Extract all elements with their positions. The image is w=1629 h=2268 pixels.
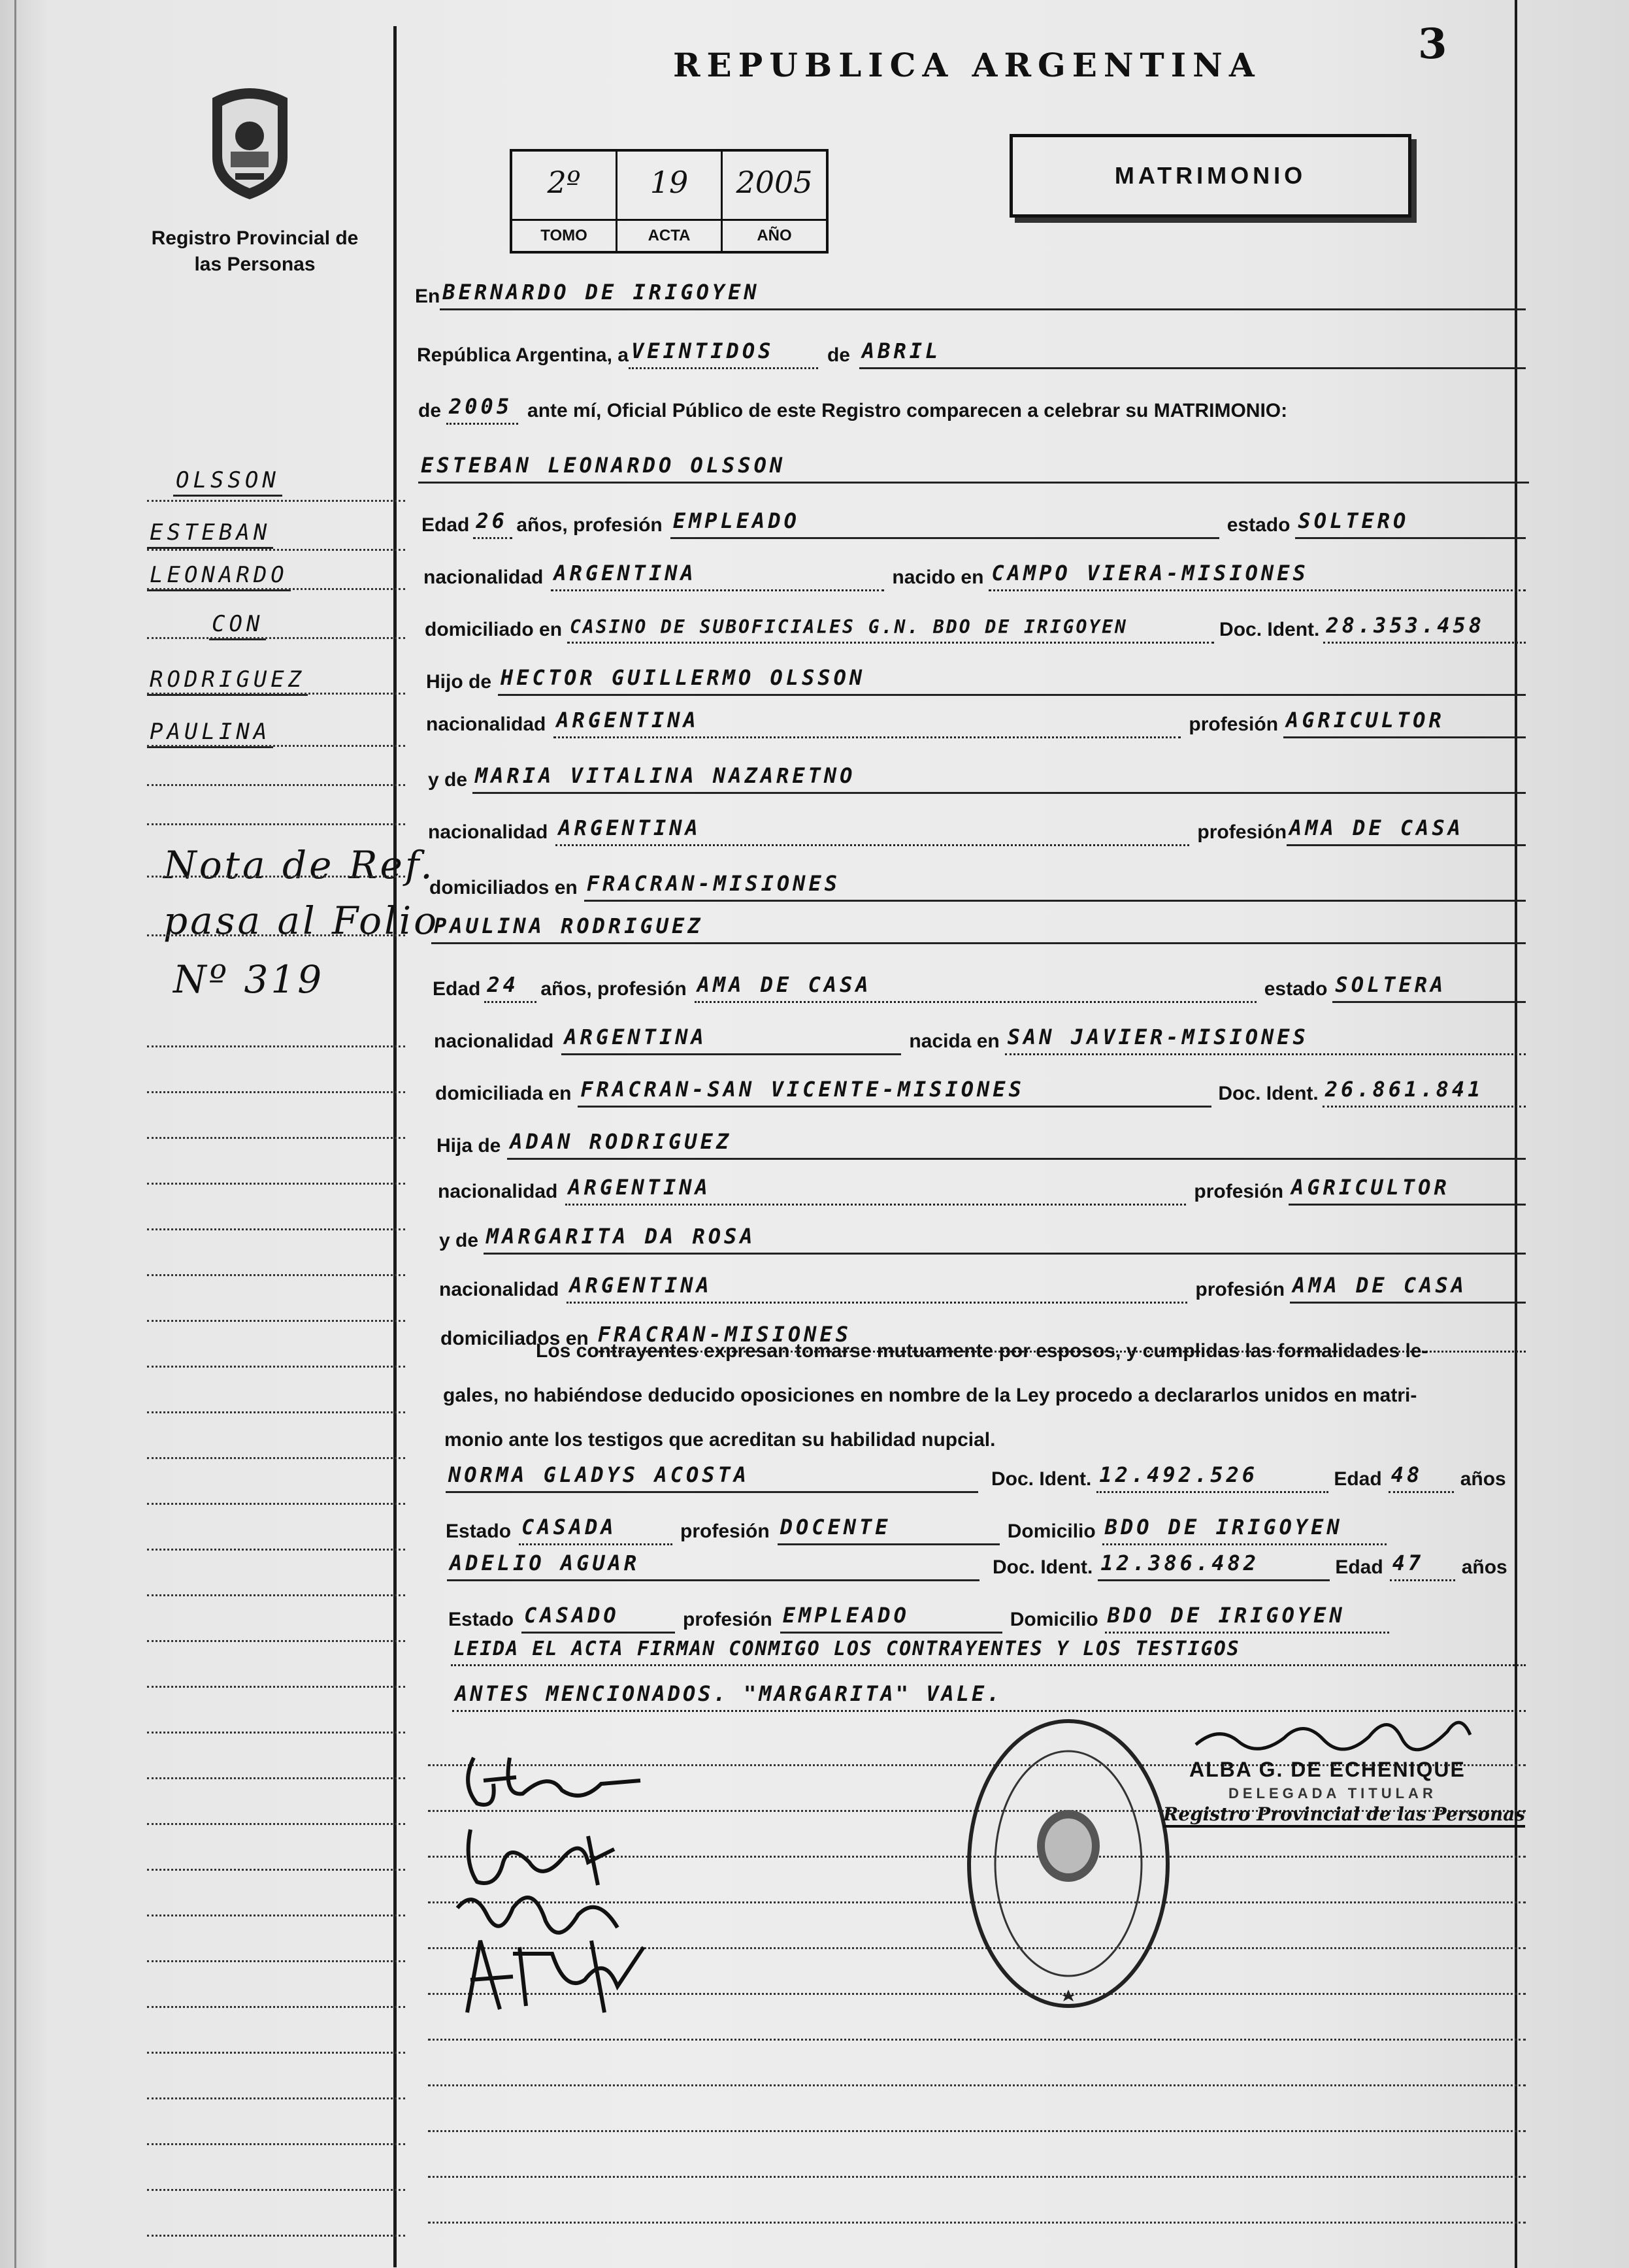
margin-surname: OLSSON [173,467,282,497]
margin-line [147,693,405,695]
groom-name: ESTEBAN LEONARDO OLSSON [421,453,786,478]
de-label: de [827,344,850,366]
year-row [418,386,1529,425]
ruled-line [428,2084,1526,2086]
bride-father-profession: AGRICULTOR [1291,1175,1450,1200]
ruled-line [428,2130,1526,2132]
groom-doc-field [1323,602,1526,644]
witness-2-doc: 12.386.482 [1100,1551,1259,1575]
nacionalidad-label: nacionalidad [438,1181,558,1202]
margin-line [147,1183,405,1185]
year-value: 2005 [449,394,513,419]
margin-line [147,1549,405,1551]
witness-1-doc-field [1096,1452,1328,1493]
month-field [859,328,1526,369]
groom-mother-profession-field [1287,805,1526,846]
witness-1-row [446,1454,1536,1493]
year-prefix: de [418,400,442,421]
bride-father-nationality: ARGENTINA [568,1175,711,1200]
bride-birthplace: SAN JAVIER-MISIONES [1007,1025,1309,1049]
bride-name-row [431,905,1526,944]
country-label: República Argentina, a [417,344,629,366]
margin-line [147,1823,405,1825]
groom-mother-nationality: ARGENTINA [558,815,701,840]
doc-label: Doc. Ident. [991,1468,1092,1490]
margin-line [147,2189,405,2191]
margin-line [147,1686,405,1688]
witness-1-status-field [519,1504,672,1545]
bride-address-row [435,1068,1526,1108]
bride-profession: AMA DE CASA [697,972,872,997]
groom-parents-address-field [584,861,1526,902]
groom-age-field [473,498,512,539]
ruled-line [428,2176,1526,2178]
groom-father-field [498,655,1526,696]
groom-mother-profession: AMA DE CASA [1289,815,1464,840]
page-number: 3 [1418,20,1447,69]
closing-note-field-1 [451,1625,1526,1666]
profesion-label: profesión [1197,821,1287,843]
groom-father-profession: AGRICULTOR [1286,708,1445,732]
groom-age-row [421,500,1526,539]
witness-2-name: ADELIO AGUAR [450,1551,640,1575]
declaration-line-2: gales, no habiéndose deducido oposiciones en nombre de la Ley procedo a declararlos unidos en matri- [443,1385,1417,1406]
groom-nationality-row [423,552,1526,591]
ruled-line [428,2039,1526,2041]
bride-mother-nationality-field [567,1262,1187,1304]
margin-line [147,1732,405,1734]
document-title: REPUBLICA ARGENTINA [673,46,1261,84]
ano-label: AÑO [723,219,826,251]
margin-line [147,1640,405,1642]
margin-line [147,2235,405,2237]
bride-status-field [1332,962,1526,1003]
profession-label: años, profesión [540,978,687,1000]
groom-father-row [426,657,1526,696]
officer-name: ALBA G. DE ECHENIQUE [1189,1758,1466,1781]
witness-1-address-field [1102,1504,1387,1545]
bride-nationality-row [434,1016,1526,1055]
witness-2-signature-icon [454,1928,650,2019]
witness-1-age-field [1389,1452,1454,1493]
nacionalidad-label: nacionalidad [426,714,546,735]
hijo-label: Hijo de [426,671,492,693]
groom-name-row [418,444,1529,484]
bride-profession-field [695,962,1257,1003]
groom-address-field [567,602,1214,644]
place-field [440,269,1526,310]
nacido-label: nacido en [892,567,984,588]
date-row [417,330,1526,369]
bride-father-profession-field [1289,1164,1526,1206]
place-label: En [415,286,440,307]
groom-parents-address-row [429,863,1526,902]
estado-label: Estado [448,1609,514,1630]
acta-label: ACTA [617,219,721,251]
registry-name: Registro Provincial de las Personas [151,227,359,275]
groom-nationality-field [551,550,884,591]
groom-parents-address: FRACRAN-MISIONES [586,871,840,896]
bride-name: PAULINA RODRIGUEZ [434,913,704,938]
bride-status: SOLTERA [1335,972,1447,997]
margin-line [147,1503,405,1505]
bride-father-nationality-field [565,1164,1186,1206]
groom-mother-field [472,753,1526,794]
margin-line [147,745,405,747]
doc-label: Doc. Ident. [993,1556,1093,1578]
profesion-label: profesión [1194,1181,1284,1202]
appearance-sentence: ante mí, Oficial Público de este Registro comparecen a celebrar su MATRIMONIO: [527,400,1288,421]
domiciliados-label: domiciliados en [429,877,578,898]
bride-address-field [578,1066,1211,1108]
bride-mother-row [439,1215,1526,1255]
closing-note-row-1 [451,1627,1526,1666]
groom-mother-nationality-field [555,805,1189,846]
domiciliados-label: domiciliados en [440,1328,589,1349]
groom-profession: EMPLEADO [672,508,800,533]
groom-nationality: ARGENTINA [553,561,697,585]
declaration-line-3: monio ante los testigos que acreditan su habilidad nupcial. [444,1429,996,1451]
margin-line [147,1228,405,1230]
day-value: VEINTIDOS [631,338,774,363]
bride-father-field [507,1119,1526,1160]
margin-line [147,2006,405,2008]
ano-value: 2005 [736,165,813,200]
groom-father-nat-row [426,699,1526,738]
edad-label: Edad [433,978,481,1000]
bride-age-field [484,962,536,1003]
bride-birthplace-field [1005,1014,1526,1055]
margin-line [147,823,405,825]
groom-profession-field [670,498,1219,539]
margin-note-line-3: Nº 319 [173,957,325,1002]
bride-mother-nat-row [439,1264,1526,1304]
domiciliada-label: domiciliada en [435,1083,572,1104]
bride-age-row [433,964,1526,1003]
margin-line [147,934,405,936]
groom-signature-icon [457,1745,653,1816]
margin-divider [393,26,397,2267]
declaration-line-1: Los contrayentes expresan tomarse mutuamente por esposos, y cumplidas las formalidades le- [536,1340,1428,1362]
doc-label: Doc. Ident. [1219,619,1320,640]
nacionalidad-label: nacionalidad [434,1030,554,1052]
groom-address: CASINO DE SUBOFICIALES G.N. BDO DE IRIGOYEN [570,616,1128,638]
margin-line [147,1366,405,1368]
registration-table [510,149,829,254]
bride-nationality-field [561,1014,901,1055]
hija-label: Hija de [436,1135,501,1157]
profesion-label: profesión [1195,1279,1285,1300]
groom-address-row [425,604,1526,644]
bride-doc: 26.861.841 [1325,1077,1484,1102]
doc-label: Doc. Ident. [1218,1083,1319,1104]
margin-line [147,549,405,551]
officer-organization: Registro Provincial de las Personas [1163,1803,1525,1828]
estado-label: Estado [446,1520,512,1542]
official-stamp-icon [964,1715,1173,2013]
bride-mother-profession-field [1290,1262,1526,1304]
margin-line [147,2143,405,2145]
record-type-box: MATRIMONIO [1010,134,1411,218]
bride-address: FRACRAN-SAN VICENTE-MISIONES [580,1077,1025,1102]
estado-label: estado [1264,978,1328,1000]
bride-mother-nationality: ARGENTINA [569,1273,712,1298]
groom-father-profession-field [1283,697,1526,738]
tomo-label: TOMO [512,219,616,251]
witness-1-detail-row [446,1506,1387,1545]
groom-father-nationality: ARGENTINA [556,708,699,732]
province-seal-icon [199,78,301,203]
estado-label: estado [1226,514,1291,536]
groom-status-field [1295,498,1526,539]
groom-age: 26 [476,508,508,533]
officer-title: DELEGADA TITULAR [1228,1785,1437,1801]
bride-nationality: ARGENTINA [564,1025,707,1049]
margin-note-line-2: pasa al Folio [163,898,440,943]
edad-label: Edad [1334,1468,1382,1490]
margin-line [147,2097,405,2099]
margin-line [147,1915,405,1916]
margin-note-line-1: Nota de Ref. [163,843,435,887]
place-value: BERNARDO DE IRIGOYEN [442,280,760,304]
witness-1-profession-field [778,1504,1000,1545]
margin-line [147,784,405,786]
acta-value: 19 [650,165,689,200]
margin-line [147,637,405,639]
witness-1-name: NORMA GLADYS ACOSTA [448,1462,750,1487]
profesion-label: profesión [1189,714,1279,735]
witness-1-profession: DOCENTE [780,1515,891,1539]
nacida-label: nacida en [909,1030,1000,1052]
groom-father-nationality-field [553,697,1181,738]
ano-cell [723,152,826,251]
margin-given-3: PAULINA [147,719,273,748]
margin-line [147,2052,405,2054]
margin-given-2: LEONARDO [147,562,291,591]
witness-2-status: CASADO [524,1603,619,1628]
profesion-label: profesión [683,1609,772,1630]
margin-line [147,588,405,590]
margin-line [147,1274,405,1276]
domiciliado-label: domiciliado en [425,619,563,640]
bride-mother-profession: AMA DE CASA [1292,1273,1467,1298]
groom-mother-nat-row [428,807,1526,846]
witness-2-age: 47 [1392,1551,1424,1575]
left-edge [14,0,16,2268]
margin-con: CON [209,611,266,640]
margin-line [147,1045,405,1047]
edad-label: Edad [1335,1556,1383,1578]
closing-note-line-1: LEIDA EL ACTA FIRMAN CONMIGO LOS CONTRAYENTES Y LOS TESTIGOS [453,1637,1240,1660]
margin-line [147,1091,405,1093]
bride-father-nat-row [438,1166,1526,1206]
margin-line [147,876,405,878]
witness-1-doc: 12.492.526 [1099,1462,1258,1487]
witness-2-age-field [1390,1540,1455,1581]
margin-line [147,1411,405,1413]
bride-parents-address: FRACRAN-MISIONES [597,1322,851,1347]
bride-doc-field [1323,1066,1526,1108]
year-field [446,384,518,425]
witness-1-name-field [446,1452,978,1493]
groom-father: HECTOR GUILLERMO OLSSON [501,665,866,690]
witness-2-doc-field [1098,1540,1330,1581]
day-field [629,328,818,369]
bride-father: ADAN RODRIGUEZ [510,1129,732,1154]
groom-birthplace-field [989,550,1526,591]
y-de-label: y de [428,769,468,791]
margin-line [147,1457,405,1459]
domicilio-label: Domicilio [1007,1520,1096,1542]
nacionalidad-label: nacionalidad [439,1279,559,1300]
margin-surname-2: RODRIGUEZ [147,666,308,696]
witness-1-address: BDO DE IRIGOYEN [1104,1515,1343,1539]
groom-doc: 28.353.458 [1326,613,1485,638]
domicilio-label: Domicilio [1010,1609,1098,1630]
nacionalidad-label: nacionalidad [428,821,548,843]
bride-age: 24 [487,972,519,997]
groom-mother-row [428,755,1526,794]
bride-mother-field [484,1213,1526,1255]
profesion-label: profesión [680,1520,770,1542]
bride-mother: MARGARITA DA ROSA [486,1224,756,1249]
margin-line [147,1320,405,1322]
officer-signature-icon [1193,1699,1473,1764]
witness-1-status: CASADA [521,1515,617,1539]
witness-2-row [447,1542,1537,1581]
groom-birthplace: CAMPO VIERA-MISIONES [991,561,1309,585]
tomo-value: 2º [547,165,581,200]
month-value: ABRIL [861,338,942,363]
closing-note-line-2: ANTES MENCIONADOS. "MARGARITA" VALE. [455,1681,1002,1706]
witness-2-address: BDO DE IRIGOYEN [1107,1603,1345,1628]
nacionalidad-label: nacionalidad [423,567,544,588]
margin-line [147,1137,405,1139]
margin-line [147,1777,405,1779]
ruled-line [428,2222,1526,2224]
witness-2-profession: EMPLEADO [782,1603,910,1628]
anos-label: años [1460,1468,1506,1490]
margin-line [147,1960,405,1962]
bride-name-field [431,903,1526,944]
witness-1-age: 48 [1390,1462,1423,1487]
place-row [415,271,1526,310]
margin-line [147,1869,405,1871]
margin-line [147,500,405,502]
bride-father-row [436,1121,1526,1160]
groom-mother: MARIA VITALINA NAZARETNO [475,763,856,788]
tomo-cell [512,152,617,251]
anos-label: años [1461,1556,1507,1578]
acta-cell [617,152,723,251]
profession-label: años, profesión [516,514,663,536]
witness-2-name-field [447,1540,979,1581]
y-de-label: y de [439,1230,479,1251]
groom-status: SOLTERO [1298,508,1409,533]
edad-label: Edad [421,514,470,536]
margin-given-1: ESTEBAN [147,519,273,549]
groom-name-field [418,442,1529,484]
margin-line [147,1594,405,1596]
